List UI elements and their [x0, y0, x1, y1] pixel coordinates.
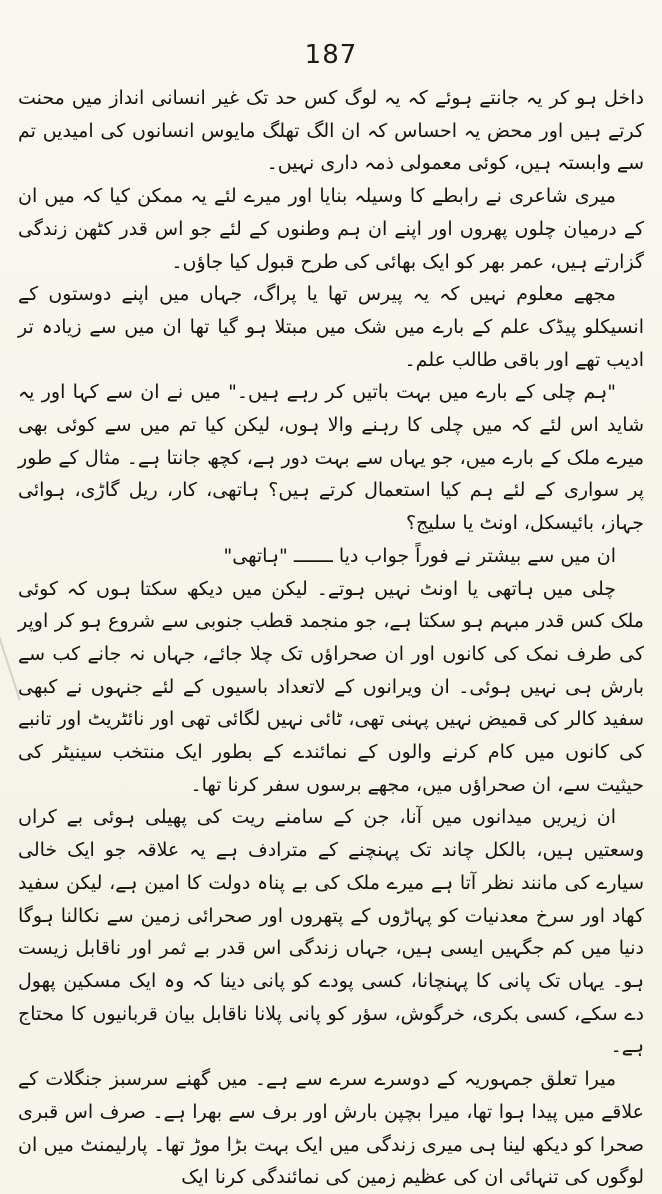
paragraph-1: داخل ہو کر یہ جانتے ہوئے کہ یہ لوگ کس حد تک غیر انسانی انداز میں محنت کرتے ہیں اور محض یہ احساس کہ ان الگ تھلگ مایوس انسانوں کی امیدیں تم سے وابستہ ہیں، کوئی معمولی ذمہ داری نہیں۔ [18, 87, 644, 175]
page-number: 187 [304, 40, 358, 70]
paragraph-4: "ہم چلی کے بارے میں بہت باتیں کر رہے ہیں۔" میں نے ان سے کہا اور یہ شاید اس لئے کہ میں چلی کا رہنے والا ہوں، لیکن کیا تم میں سے کوئی بھی میرے ملک کے بارے میں، جو یہاں سے بہت دور ہے، کچھ جانتا ہے۔ مثال کے طور پر سواری کے لئے ہم کیا استعمال کرتے ہیں؟ ہاتھی، کار، ریل گاڑی، ہوائی جہاز، بائیسکل، اونٹ یا سلیج؟ [18, 381, 644, 535]
paragraph-6: چلی میں ہاتھی یا اونٹ نہیں ہوتے۔ لیکن میں دیکھ سکتا ہوں کہ کوئی ملک کس قدر مبہم ہو سکتا ہے، جو منجمد قطب جنوبی سے شروع ہو کر اوپر کی طرف نمک کی کانوں اور ان صحراؤں تک چلا جائے، جہاں نہ جانے کب سے بارش ہی نہیں ہوئی۔ ان ویرانوں کے لاتعداد باسیوں کے لئے جنہوں نے کبھی سفید کالر کی قمیض نہیں پہنی تھی، ٹائی نہیں لگائی تھی اور نائٹریٹ اور تانبے کی کانوں میں کام کرنے والوں کے نمائندے کے بطور ایک منتخب سینیٹر کی حیثیت سے، ان صحراؤں میں، مجھے برسوں سفر کرنا تھا۔ [18, 577, 644, 796]
paragraph-8: میرا تعلق جمہوریہ کے دوسرے سرے سے ہے۔ میں گھنے سرسبز جنگلات کے علاقے میں پیدا ہوا تھا، میرا بچپن بارش اور برف سے بھرا ہے۔ صرف اس قبری صحرا کو دیکھ لینا ہی میری زندگی میں ایک بہت بڑا موڑ تھا۔ پارلیمنٹ میں ان لوگوں کی تنہائی ان کی عظیم زمین کی نمائندگی کرنا ایک [18, 1068, 644, 1189]
paragraph-2: میری شاعری نے رابطے کا وسیلہ بنایا اور میرے لئے یہ ممکن کیا کہ میں ان کے درمیان چلوں پھروں اور اپنے ان ہم وطنوں کے لئے جو اس قدر کٹھن زندگی گزارتے ہیں، عمر بھر کو ایک بھائی کی طرح قبول کیا جاؤں۔ [18, 185, 644, 273]
paragraph-7: ان زیریں میدانوں میں آنا، جن کے سامنے ریت کی پھیلی ہوئی بے کراں وسعتیں ہیں، بالکل چاند تک پہنچنے کے مترادف ہے یہ علاقہ جو ایک خالی سیارے کی مانند نظر آتا ہے میرے ملک کی بے پناہ دولت کا امین ہے، لیکن سفید کھاد اور سرخ معدنیات کو پہاڑوں کے پتھروں اور صحرائی زمین سے نکالنا ہوگا دنیا میں کم جگہیں ایسی ہیں، جہاں زندگی اس قدر بے ثمر اور ناقابل زیست ہو۔ یہاں تک پانی کا پہنچانا، کسی پودے کو پانی دینا کہ وہ ایک مسکین پھول دے سکے، کسی بکری، خرگوش، سؤر کو پانی پلانا ناقابل بیان قربانیوں کا محتاج ہے۔ [18, 806, 644, 1058]
body-text [18, 82, 644, 1194]
paragraph-5: ان میں سے بیشتر نے فوراً جواب دیا ـــــــ "ہاتھی" [223, 544, 616, 567]
paragraph-3: مجھے معلوم نہیں کہ یہ پیرس تھا یا پراگ، جہاں میں اپنے دوستوں کے انسیکلو پیڈک علم کے بارے میں شک میں مبتلا ہو گیا تھا ان میں سے زیادہ تر ادیب تھے اور باقی طالب علم۔ [18, 283, 644, 371]
